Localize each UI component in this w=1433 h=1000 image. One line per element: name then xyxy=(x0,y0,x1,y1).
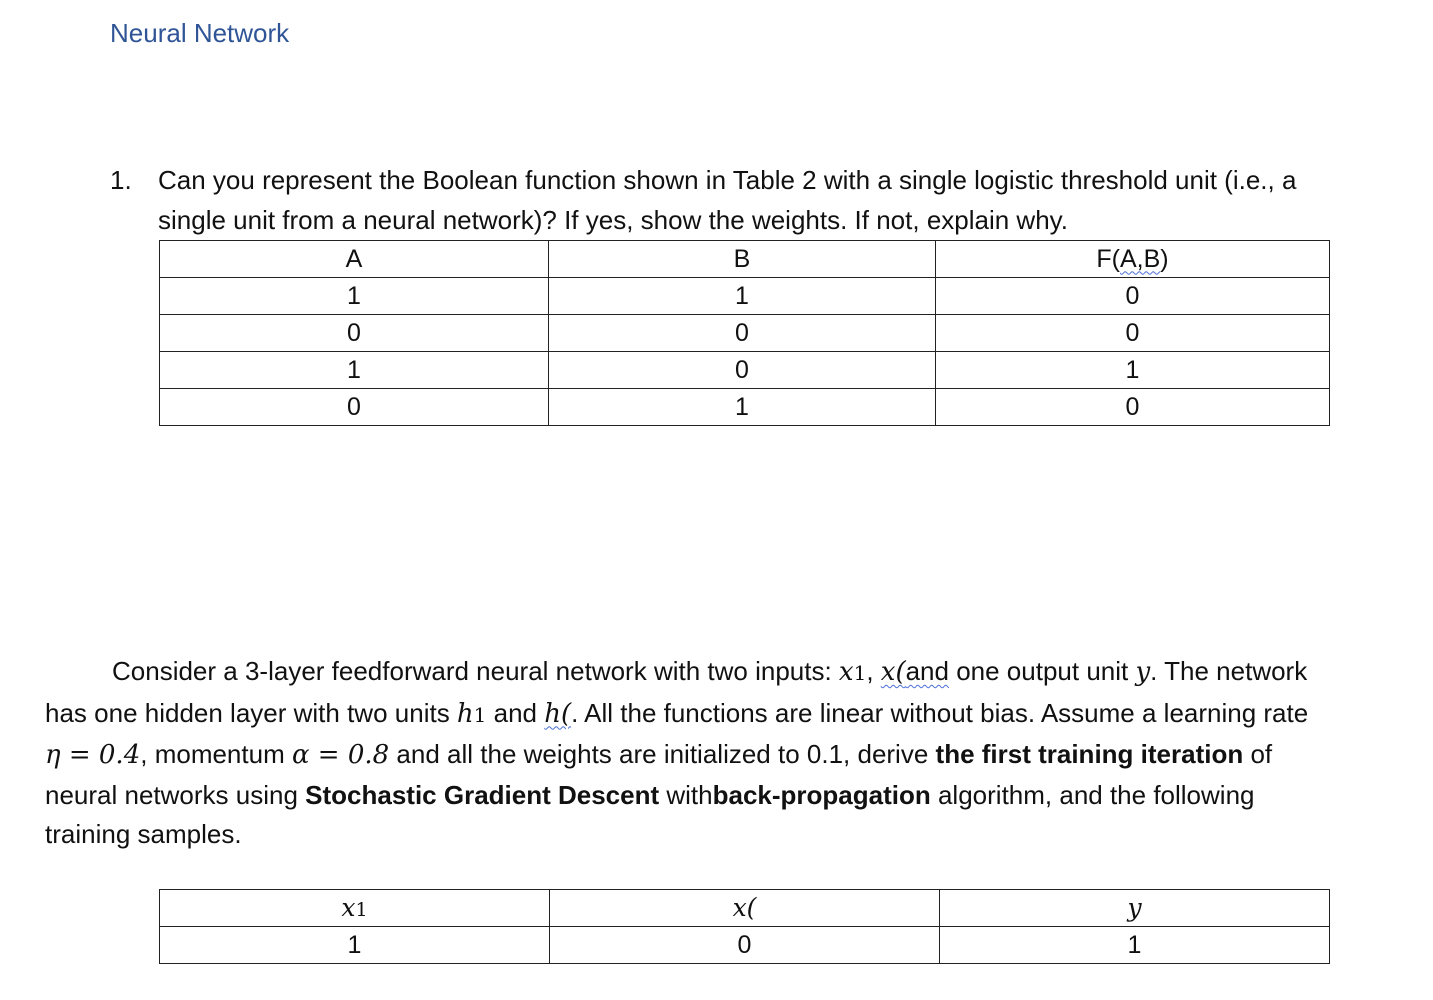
table-cell: 0 xyxy=(936,278,1330,315)
bold-sgd: Stochastic Gradient Descent xyxy=(305,779,660,810)
var-h1: h1 xyxy=(456,698,487,729)
table-cell: 0 xyxy=(550,927,940,964)
header-cell-y: y xyxy=(940,890,1330,927)
learning-rate: η = 0.4 xyxy=(45,740,141,770)
table-cell: 1 xyxy=(936,352,1330,389)
momentum: α = 0.8 xyxy=(291,740,390,770)
table-row xyxy=(160,389,1330,426)
text-span: , xyxy=(866,656,881,686)
text-span: . All the functions are linear without bias. Assume a learning rate xyxy=(571,697,1309,728)
text-span: , momentum xyxy=(140,739,292,769)
problem-paragraph xyxy=(45,652,1325,855)
table-cell: 1 xyxy=(940,927,1330,964)
table-row xyxy=(160,278,1330,315)
header-cell-a: A xyxy=(160,241,549,278)
table-cell: 1 xyxy=(160,278,549,315)
table-cell: 0 xyxy=(549,352,936,389)
text-span: of neural networks using xyxy=(45,739,1273,810)
var-y: y xyxy=(1135,657,1151,687)
table-cell: 1 xyxy=(549,389,936,426)
table-cell: 1 xyxy=(160,927,550,964)
table-row xyxy=(160,315,1330,352)
table-cell: 1 xyxy=(160,352,549,389)
var-x1: x1 xyxy=(838,657,867,687)
table-row xyxy=(160,927,1330,964)
table-cell: 0 xyxy=(160,389,549,426)
table-row xyxy=(160,352,1330,389)
header-cell-b: B xyxy=(549,241,936,278)
text-span: . The network has one hidden layer with two units xyxy=(45,656,1308,728)
question-1 xyxy=(110,160,1330,240)
table-cell: 1 xyxy=(549,278,936,315)
var-x2: x( xyxy=(880,657,906,687)
text-span: algorithm, and the following training samples. xyxy=(45,779,1255,849)
table-cell: 0 xyxy=(936,315,1330,352)
training-sample-table xyxy=(159,889,1330,964)
table-cell: 0 xyxy=(936,389,1330,426)
text-span: and all the weights are initialized to 0.1, derive xyxy=(389,739,936,769)
table-header-row xyxy=(160,241,1330,278)
text-and-underlined: and xyxy=(905,656,949,686)
table-cell: 0 xyxy=(549,315,936,352)
document-title: Neural Network xyxy=(110,18,290,48)
question-text: Can you represent the Boolean function shown in Table 2 with a single logistic threshold unit (i.e., a single unit from a neural network)? If yes, show the weights. If not, explain why. xyxy=(158,165,1297,235)
header-cell-x2: x( xyxy=(550,890,940,927)
bold-first-iteration: the first training iteration xyxy=(935,739,1244,769)
table-cell: 0 xyxy=(160,315,549,352)
var-h2: h( xyxy=(544,698,572,729)
text-span: Consider a 3-layer feedforward neural network with two inputs: xyxy=(112,656,839,686)
header-cell-x1: x1 xyxy=(160,890,550,927)
bold-backprop: back-propagation xyxy=(712,779,931,810)
header-f-label: F(A,B) xyxy=(1096,244,1169,273)
header-cell-f xyxy=(936,241,1330,278)
table-header-row xyxy=(160,890,1330,927)
text-span: one output unit xyxy=(948,656,1136,686)
text-span: and xyxy=(486,697,545,728)
text-span: with xyxy=(659,779,713,810)
truth-table xyxy=(159,240,1330,426)
question-number: 1. xyxy=(110,165,132,195)
